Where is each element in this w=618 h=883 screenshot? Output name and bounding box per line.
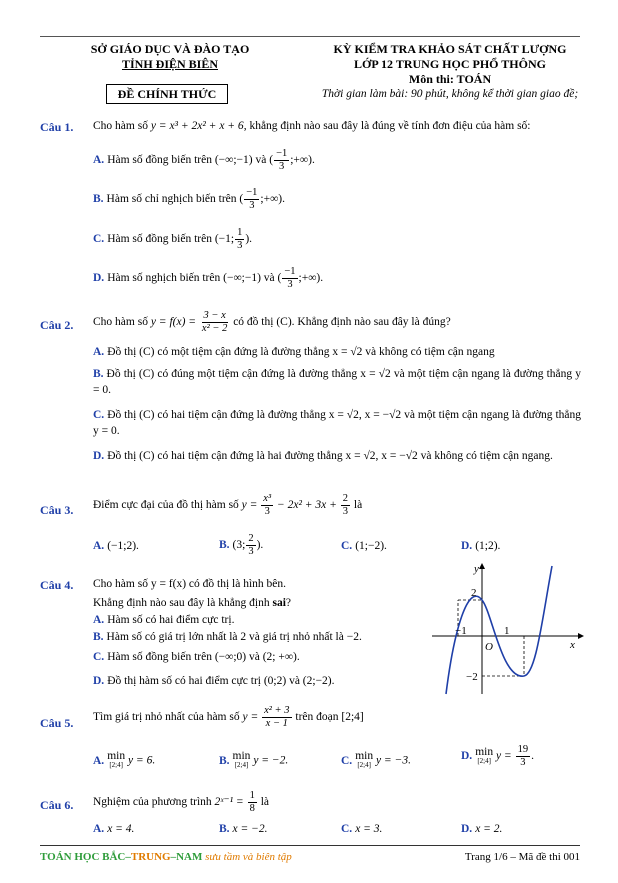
- exam-time: Thời gian làm bài: 90 phút, không kể thời gian giao đề;: [321, 88, 579, 100]
- exam-title: KỲ KIỂM TRA KHẢO SÁT CHẤT LƯỢNG: [333, 42, 567, 56]
- graph-tick-1: 1: [504, 625, 510, 637]
- q3-option-c[interactable]: C. (1;−2).: [341, 540, 387, 552]
- graph-tick-2: 2: [471, 587, 477, 599]
- q5-stem: Tìm giá trị nhỏ nhất của hàm số y = $\frac{\text{x² + 3}}{x - 1}$ trên đoạn [2;4]: [93, 705, 364, 729]
- q1-option-c[interactable]: C. Hàm số đồng biến trên (−1; $\frac{1}{3}$ ).: [93, 227, 253, 251]
- q2-option-b[interactable]: B. Đồ thị (C) có đúng một tiệm cận đứng là đường thẳng x = √2 và một tiệm cận ngang là đường thẳng y = 0.: [93, 368, 581, 396]
- graph-origin-label: O: [485, 641, 493, 653]
- official-stamp-box: ĐỀ CHÍNH THỨC: [106, 84, 228, 104]
- q1-option-a[interactable]: A. Hàm số đồng biến trên (−∞;−1) và ( $\frac{-1}{3}$ ;+∞).: [93, 148, 315, 172]
- q2-stem: Cho hàm số y = f(x) = $\frac{3 - x}{\text{x² − 2}}$ có đồ thị (C). Khẳng định nào sau đây là đúng?: [93, 310, 451, 334]
- q6-label: Câu 6.: [40, 798, 74, 812]
- header-right: [290, 42, 610, 102]
- q6-option-d[interactable]: D. x = 2.: [461, 823, 503, 835]
- q4-stem-line1: Cho hàm số y = f(x) có đồ thị là hình bên.: [93, 578, 287, 590]
- q1-option-b[interactable]: B. Hàm số chỉ nghịch biến trên ( $\frac{-1}{3}$ ;+∞).: [93, 187, 286, 211]
- q2-option-a[interactable]: A. Đồ thị (C) có một tiệm cận đứng là đường thẳng x = √2 và không có tiệm cận ngang: [93, 346, 495, 358]
- department-name: SỞ GIÁO DỤC VÀ ĐÀO TẠO: [90, 42, 250, 56]
- graph-tick-neg1: −1: [455, 625, 467, 637]
- q4-function-graph: [428, 560, 588, 700]
- q4-option-b[interactable]: B. Hàm số có giá trị lớn nhất là 2 và giá trị nhỏ nhất là −2.: [93, 631, 362, 643]
- footer-brand: TOÁN HỌC BẮC–TRUNG–NAM sưu tầm và biên tập: [40, 851, 292, 863]
- q5-label: Câu 5.: [40, 716, 74, 730]
- q5-option-a[interactable]: A. min [2;4] y = 6.: [93, 750, 156, 769]
- q6-option-a[interactable]: A. x = 4.: [93, 823, 135, 835]
- top-rule: [40, 36, 580, 37]
- q2-option-d[interactable]: D. Đồ thị (C) có hai tiệm cận đứng là hai đường thẳng x = √2, x = −√2 và không có tiệm cận ngang.: [93, 450, 553, 462]
- footer-rule: [40, 845, 580, 846]
- q3-option-a[interactable]: A. (−1;2).: [93, 540, 139, 552]
- q6-option-c[interactable]: C. x = 3.: [341, 823, 383, 835]
- exam-grade: LỚP 12 TRUNG HỌC PHỔ THÔNG: [354, 57, 546, 71]
- q4-option-c[interactable]: C. Hàm số đồng biến trên (−∞;0) và (2; +∞).: [93, 651, 300, 663]
- graph-x-label: x: [570, 639, 575, 651]
- q4-stem-line2: Khẳng định nào sau đây là khẳng định sai?: [93, 597, 292, 609]
- q6-stem: Nghiệm của phương trình 2ˣ⁻¹ = $\frac{1}{8}$ là: [93, 790, 270, 814]
- q2-label: Câu 2.: [40, 318, 74, 332]
- header-left: [70, 42, 270, 72]
- q5-option-c[interactable]: C. min [2;4] y = −3.: [341, 750, 411, 769]
- q4-option-a[interactable]: A. Hàm số có hai điểm cực trị.: [93, 614, 235, 626]
- q5-option-d[interactable]: D. min [2;4] y = $\frac{19}{3}$ .: [461, 744, 534, 768]
- footer-page-number: Trang 1/6 – Mã đề thi 001: [464, 851, 580, 863]
- q1-stem: Cho hàm số y = x³ + 2x² + x + 6, khẳng định nào sau đây là đúng về tính đơn điệu của hàm số:: [93, 120, 531, 132]
- q3-option-b[interactable]: B. (3; $\frac{2}{3}$ ).: [219, 533, 264, 557]
- q2-option-c[interactable]: C. Đồ thị (C) có hai tiệm cận đứng là đường thẳng x = √2, x = −√2 và một tiệm cận ngang là đường thẳng y = 0.: [93, 409, 581, 437]
- q1-option-d[interactable]: D. Hàm số nghịch biến trên (−∞;−1) và ( $\frac{-1}{3}$ ;+∞).: [93, 266, 324, 290]
- q3-stem: Điểm cực đại của đồ thị hàm số y = $\frac{\text{x³}}{3}$ − 2x² + 3x + $\frac{2}{3}$ là: [93, 493, 363, 517]
- q5-option-b[interactable]: B. min [2;4] y = −2.: [219, 750, 289, 769]
- q3-label: Câu 3.: [40, 503, 74, 517]
- q1-label: Câu 1.: [40, 120, 74, 134]
- graph-tick-neg2: −2: [466, 671, 478, 683]
- exam-subject: Môn thi: TOÁN: [408, 72, 492, 86]
- q4-option-d[interactable]: D. Đồ thị hàm số có hai điểm cực trị (0;2) và (2;−2).: [93, 675, 335, 687]
- q6-option-b[interactable]: B. x = −2.: [219, 823, 268, 835]
- graph-y-label: y: [474, 563, 479, 575]
- q4-label: Câu 4.: [40, 578, 74, 592]
- province-name: TỈNH ĐIỆN BIÊN: [121, 57, 219, 71]
- q3-option-d[interactable]: D. (1;2).: [461, 540, 501, 552]
